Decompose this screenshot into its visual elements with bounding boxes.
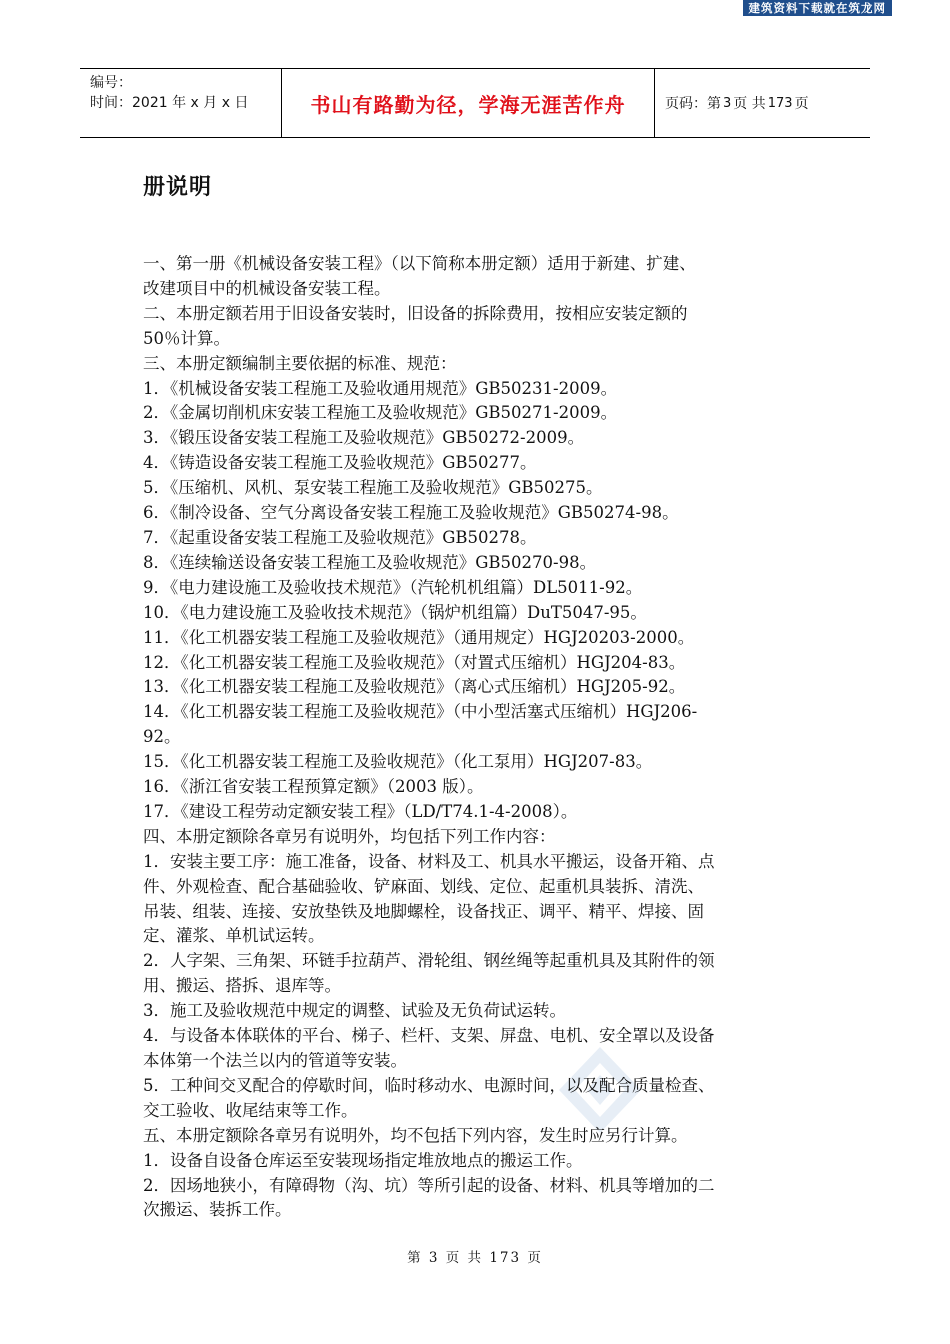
page-mid: 页 共 (733, 96, 766, 112)
body-line: 14．《化工机器安装工程施工及验收规范》（中小型活塞式压缩机）HGJ206- (143, 702, 698, 722)
page-prefix: 页码：第 (665, 96, 721, 112)
header-motto: 书山有路勤为径，学海无涯苦作舟 (282, 69, 655, 137)
page-total: 173 (767, 95, 793, 111)
body-line: 5．《压缩机、风机、泵安装工程施工及验收规范》GB50275。 (143, 478, 603, 498)
header-meta (80, 69, 282, 137)
body-line: 2．因场地狭小，有障碍物（沟、坑）等所引起的设备、材料、机具等增加的二 (143, 1175, 715, 1195)
body-line: 9．《电力建设施工及验收技术规范》（汽轮机机组篇）DL5011-92。 (143, 577, 643, 597)
page-footer: 第 3 页 共 173 页 (407, 1250, 543, 1266)
code-label: 编号： (90, 75, 132, 91)
body-line: 用、搬运、搭拆、退库等。 (143, 976, 341, 996)
page-title: 册说明 (143, 175, 213, 200)
page-header (80, 68, 870, 138)
page-current: 3 (723, 95, 732, 111)
body-line: 6．《制冷设备、空气分离设备安装工程施工及验收规范》GB50274-98。 (143, 503, 679, 523)
body-line: 吊装、组装、连接、安放垫铁及地脚螺栓，设备找正、调平、精平、焊接、固 (143, 901, 704, 921)
header-page-info (655, 69, 870, 137)
body-line: 4．与设备本体联体的平台、梯子、栏杆、支架、屏盘、电机、安全罩以及设备 (143, 1026, 715, 1046)
body-line: 7．《起重设备安装工程施工及验收规范》GB50278。 (143, 527, 537, 547)
body-line: 17．《建设工程劳动定额安装工程》（LD/T74.1-4-2008）。 (143, 801, 578, 821)
body-line: 92。 (143, 727, 181, 747)
body-line: 件、外观检查、配合基础验收、铲麻面、划线、定位、起重机具装拆、清洗、 (143, 876, 704, 896)
body-line: 1．安装主要工序：施工准备，设备、材料及工、机具水平搬运，设备开箱、点 (143, 851, 715, 871)
body-line: 4．《铸造设备安装工程施工及验收规范》GB50277。 (143, 453, 537, 473)
body-line: 50％计算。 (143, 328, 230, 348)
body-line: 8．《连续输送设备安装工程施工及验收规范》GB50270-98。 (143, 552, 597, 572)
body-line: 本体第一个法兰以内的管道等安装。 (143, 1051, 407, 1070)
body-line: 3．施工及验收规范中规定的调整、试验及无负荷试运转。 (143, 1001, 566, 1021)
body-line: 13．《化工机器安装工程施工及验收规范》（离心式压缩机）HGJ205-92。 (143, 677, 686, 697)
page-suffix: 页 (794, 96, 809, 112)
body-line: 16．《浙江省安装工程预算定额》（2003 版）。 (143, 777, 484, 797)
body-line: 一、第一册《机械设备安装工程》（以下简称本册定额）适用于新建、扩建、 (143, 254, 696, 273)
body-line: 3．《锻压设备安装工程施工及验收规范》GB50272-2009。 (143, 428, 585, 448)
body-text (143, 252, 813, 1223)
body-line: 交工验收、收尾结束等工作。 (143, 1100, 358, 1120)
body-line: 次搬运、装拆工作。 (143, 1200, 292, 1220)
body-line: 11．《化工机器安装工程施工及验收规范》（通用规定）HGJ20203-2000。 (143, 627, 695, 647)
body-line: 二、本册定额若用于旧设备安装时，旧设备的拆除费用，按相应安装定额的 (143, 303, 688, 323)
time-label: 时间：2021 年 x 月 x 日 (90, 95, 249, 111)
body-line: 10．《电力建设施工及验收技术规范》（锅炉机组篇）DuT5047-95。 (143, 602, 647, 622)
body-line: 2．《金属切削机床安装工程施工及验收规范》GB50271-2009。 (143, 403, 618, 423)
body-line: 四、本册定额除各章另有说明外，均包括下列工作内容： (143, 826, 556, 846)
body-line: 5．工种间交叉配合的停歇时间，临时移动水、电源时间，以及配合质量检查、 (143, 1075, 715, 1095)
body-line: 定、灌浆、单机试运转。 (143, 926, 325, 946)
body-line: 15．《化工机器安装工程施工及验收规范》（化工泵用）HGJ207-83。 (143, 752, 653, 772)
site-banner[interactable]: 建筑资料下载就在筑龙网 (743, 0, 893, 16)
body-line: 五、本册定额除各章另有说明外，均不包括下列内容，发生时应另行计算。 (143, 1125, 688, 1145)
body-line: 12．《化工机器安装工程施工及验收规范》（对置式压缩机）HGJ204-83。 (143, 652, 686, 672)
body-line: 2．人字架、三角架、环链手拉葫芦、滑轮组、钢丝绳等起重机具及其附件的领 (143, 951, 715, 971)
body-line: 改建项目中的机械设备安装工程。 (143, 278, 391, 298)
body-line: 1．设备自设备仓库运至安装现场指定堆放地点的搬运工作。 (143, 1150, 583, 1170)
body-line: 三、本册定额编制主要依据的标准、规范： (143, 353, 457, 373)
body-line: 1．《机械设备安装工程施工及验收通用规范》GB50231-2009。 (143, 378, 618, 398)
